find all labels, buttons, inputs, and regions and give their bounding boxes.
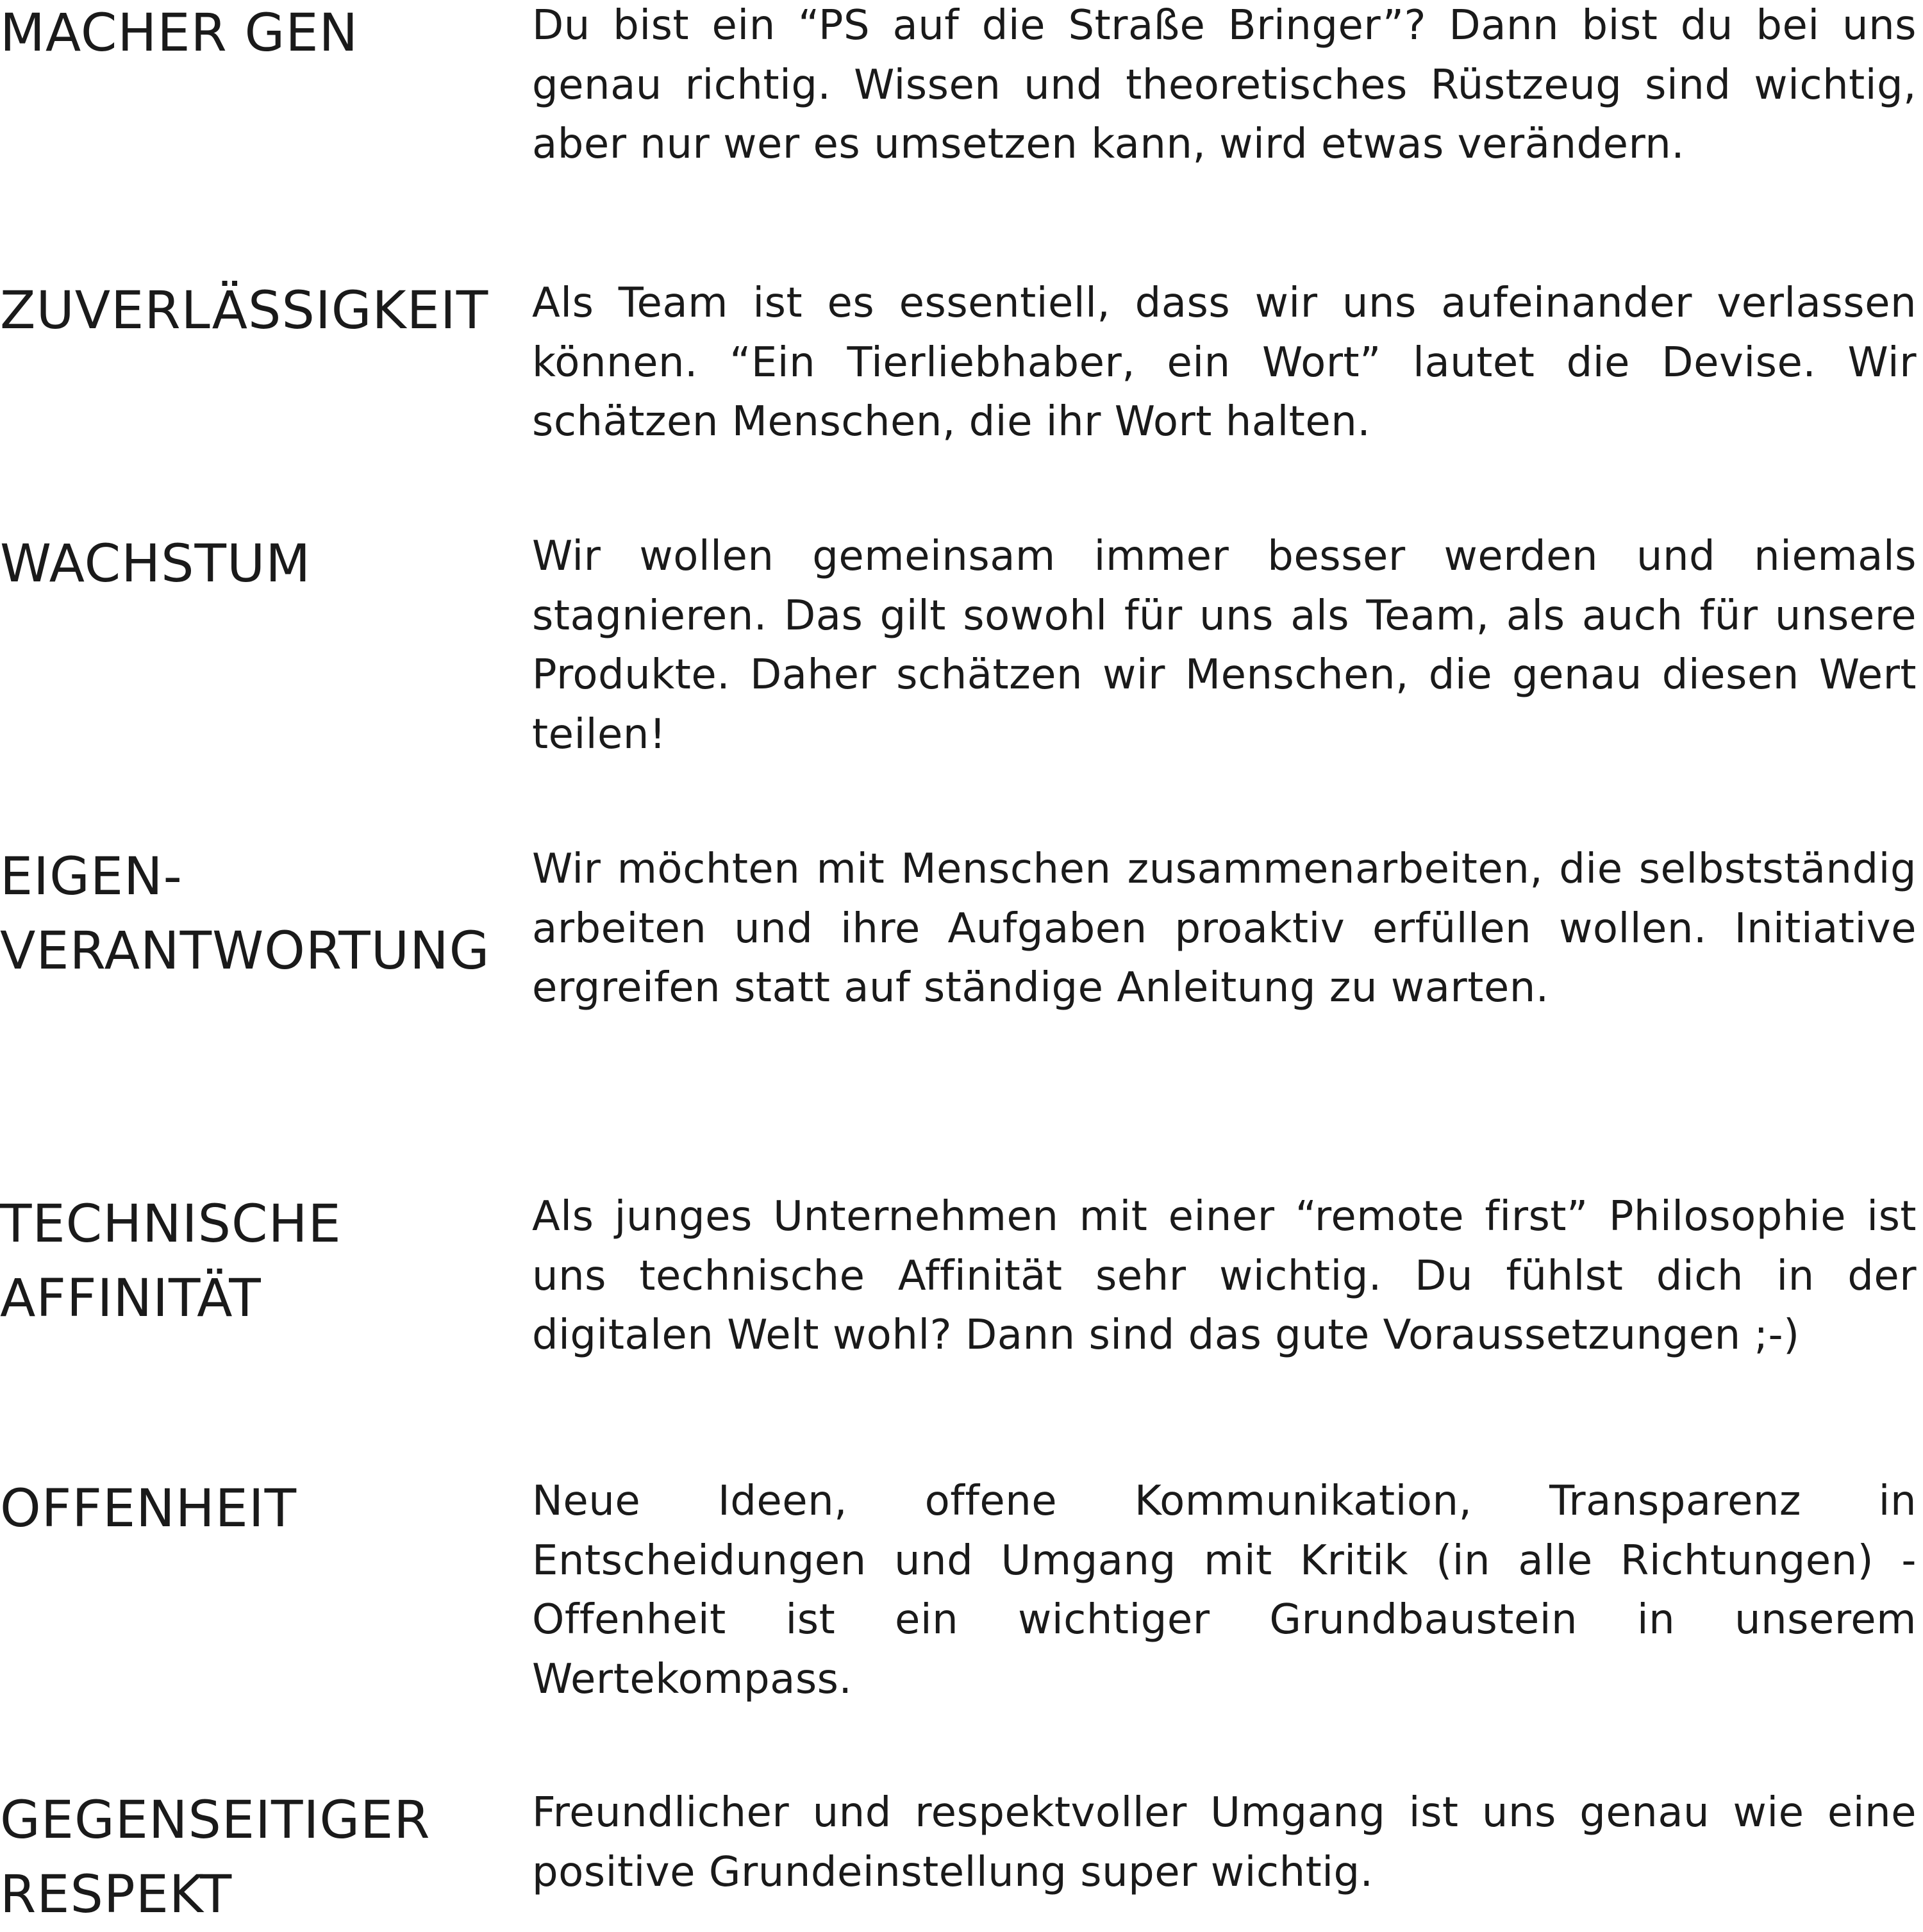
value-title: OFFENHEIT <box>0 1479 297 1539</box>
value-title: GEGENSEITIGER RESPEKT <box>0 1790 431 1925</box>
value-description: Wir wollen gemeinsam immer besser werden und niemals stagnieren. Das gilt sowohl für uns als Team, als auch für unsere Produkte. Daher schätzen wir Menschen, die genau diesen Wert teilen! <box>532 533 1917 758</box>
value-description: Du bist ein “PS auf die Straße Bringer”? Dann bist du bei uns genau richtig. Wissen und theoretisches Rüstzeug sind wichtig, aber nur wer es umsetzen kann, wird etwas verändern. <box>532 2 1917 168</box>
value-title: WACHSTUM <box>0 534 312 594</box>
value-description: Freundlicher und respektvoller Umgang ist uns genau wie eine positive Grundeinstellung super wichtig. <box>532 1789 1917 1896</box>
value-description: Wir möchten mit Menschen zusammenarbeiten, die selbstständig arbeiten und ihre Aufgaben proaktiv erfüllen wollen. Initiative ergreifen statt auf ständige Anleitung zu warten. <box>532 845 1917 1012</box>
value-description: Neue Ideen, offene Kommunikation, Transparenz in Entscheidungen und Umgang mit Kritik (in alle Richtungen) - Offenheit ist ein wichtiger Grundbaustein in unserem Wertekompass. <box>532 1478 1917 1703</box>
value-description: Als junges Unternehmen mit einer “remote first” Philosophie ist uns technische Affinität sehr wichtig. Du fühlst dich in der digitalen Welt wohl? Dann sind das gute Voraussetzungen ;-) <box>532 1193 1917 1359</box>
value-title: ZUVERLÄSSIGKEIT <box>0 281 489 341</box>
value-title: MACHER GEN <box>0 3 359 63</box>
value-title: TECHNISCHE AFFINITÄT <box>0 1194 342 1329</box>
value-title: EIGEN- VERANTWORTUNG <box>0 847 490 981</box>
value-description: Als Team ist es essentiell, dass wir uns aufeinander verlassen können. “Ein Tierliebhaber, ein Wort” lautet die Devise. Wir schätzen Menschen, die ihr Wort halten. <box>532 279 1917 446</box>
